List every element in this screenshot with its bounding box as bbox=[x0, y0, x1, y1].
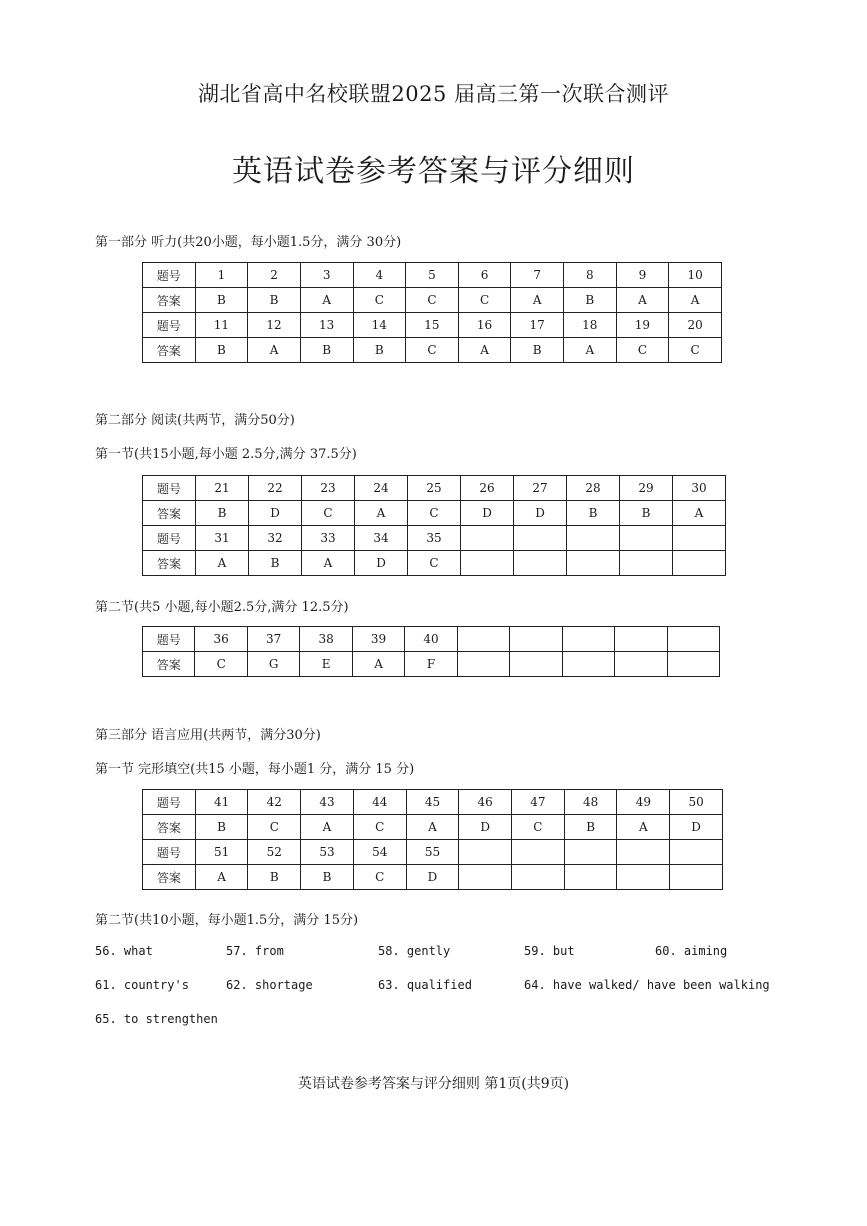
table-cell bbox=[615, 652, 667, 677]
row-header-cell: 题号 bbox=[143, 840, 196, 865]
table-cell: B bbox=[301, 865, 354, 890]
table-cell: D bbox=[406, 865, 459, 890]
table-cell: A bbox=[616, 288, 669, 313]
table-cell: 5 bbox=[406, 263, 459, 288]
part2-sec2-heading: 第二节(共5 小题,每小题2.5分,满分 12.5分) bbox=[95, 600, 349, 615]
table-cell bbox=[670, 865, 723, 890]
table-cell: C bbox=[353, 865, 406, 890]
table-cell: 25 bbox=[408, 476, 461, 501]
table-cell: C bbox=[195, 652, 247, 677]
table-cell: 48 bbox=[564, 790, 617, 815]
table-cell: 4 bbox=[353, 263, 406, 288]
table-cell: 24 bbox=[355, 476, 408, 501]
table-cell: 50 bbox=[670, 790, 723, 815]
table-row bbox=[143, 790, 723, 815]
table-cell bbox=[670, 840, 723, 865]
table-cell: 39 bbox=[352, 627, 404, 652]
table-cell: 12 bbox=[248, 313, 301, 338]
table-cell: 14 bbox=[353, 313, 406, 338]
table-cell bbox=[510, 652, 562, 677]
table-cell: B bbox=[195, 288, 248, 313]
table-cell: 47 bbox=[512, 790, 565, 815]
table-cell: 22 bbox=[249, 476, 302, 501]
table-cell: A bbox=[458, 338, 511, 363]
table-cell bbox=[617, 840, 670, 865]
table-row bbox=[143, 338, 722, 363]
table-cell: 55 bbox=[406, 840, 459, 865]
table-row bbox=[143, 288, 722, 313]
table-cell: 35 bbox=[408, 526, 461, 551]
table-cell: 33 bbox=[302, 526, 355, 551]
table-cell: 19 bbox=[616, 313, 669, 338]
table-cell: 9 bbox=[616, 263, 669, 288]
table-cell: 54 bbox=[353, 840, 406, 865]
page-footer: 英语试卷参考答案与评分细则 第1页(共9页) bbox=[297, 1076, 570, 1092]
table-cell bbox=[615, 627, 667, 652]
answer-56: 56. what bbox=[95, 944, 153, 958]
table-cell: 49 bbox=[617, 790, 670, 815]
table-cell: B bbox=[564, 288, 617, 313]
table-cell: 10 bbox=[669, 263, 722, 288]
table-cell: A bbox=[195, 865, 248, 890]
table-cell: 17 bbox=[511, 313, 564, 338]
table-cell bbox=[564, 840, 617, 865]
table-cell bbox=[459, 865, 512, 890]
part1-heading: 第一部分 听力(共20小题，每小题1.5分，满分 30分) bbox=[95, 235, 402, 250]
part2-sec1-heading: 第一节(共15小题,每小题 2.5分,满分 37.5分) bbox=[95, 447, 357, 462]
table-cell: 21 bbox=[196, 476, 249, 501]
table-cell: 41 bbox=[195, 790, 248, 815]
table-cell: A bbox=[352, 652, 404, 677]
table-cell: 18 bbox=[564, 313, 617, 338]
part3-heading: 第三部分 语言应用(共两节，满分30分) bbox=[95, 728, 321, 743]
table-cell: 36 bbox=[195, 627, 247, 652]
table-cell: 6 bbox=[458, 263, 511, 288]
table-cell: A bbox=[564, 338, 617, 363]
table-cell bbox=[457, 627, 509, 652]
table-cell: 31 bbox=[196, 526, 249, 551]
table-row bbox=[143, 652, 720, 677]
table-cell bbox=[512, 840, 565, 865]
table-cell: 38 bbox=[300, 627, 352, 652]
table-cell: 16 bbox=[458, 313, 511, 338]
answer-60: 60. aiming bbox=[655, 944, 728, 958]
table-cell: E bbox=[300, 652, 352, 677]
document-title: 英语试卷参考答案与评分细则 bbox=[232, 154, 635, 189]
table-cell bbox=[562, 652, 614, 677]
table-cell: 1 bbox=[195, 263, 248, 288]
row-header-cell: 题号 bbox=[143, 476, 196, 501]
row-header-cell: 题号 bbox=[143, 627, 195, 652]
table-cell: 11 bbox=[195, 313, 248, 338]
table-cell: B bbox=[567, 501, 620, 526]
table-cell: 45 bbox=[406, 790, 459, 815]
table-cell: 28 bbox=[567, 476, 620, 501]
table-cell bbox=[673, 526, 726, 551]
table-cell: B bbox=[248, 865, 301, 890]
table-row bbox=[143, 840, 723, 865]
table-cell: C bbox=[302, 501, 355, 526]
row-header-cell: 题号 bbox=[143, 526, 196, 551]
table-cell bbox=[461, 526, 514, 551]
table-cell: 32 bbox=[249, 526, 302, 551]
answer-63: 63. qualified bbox=[378, 978, 472, 992]
fill-in-answers bbox=[95, 944, 795, 1034]
table-cell: C bbox=[458, 288, 511, 313]
table-cell: 43 bbox=[301, 790, 354, 815]
table-cell: A bbox=[406, 815, 459, 840]
table-cell: D bbox=[355, 551, 408, 576]
table-cell: B bbox=[195, 338, 248, 363]
table-cell: C bbox=[512, 815, 565, 840]
table-cell bbox=[562, 627, 614, 652]
table-cell: A bbox=[301, 815, 354, 840]
table-row bbox=[143, 501, 726, 526]
answer-62: 62. shortage bbox=[226, 978, 313, 992]
part3-sec2-heading: 第二节(共10小题，每小题1.5分，满分 15分) bbox=[95, 913, 359, 928]
table-cell: A bbox=[196, 551, 249, 576]
table-cell: 15 bbox=[406, 313, 459, 338]
table-cell: 8 bbox=[564, 263, 617, 288]
table-cell: B bbox=[195, 815, 248, 840]
table-cell: 34 bbox=[355, 526, 408, 551]
answer-58: 58. gently bbox=[378, 944, 451, 958]
table-cell: A bbox=[355, 501, 408, 526]
answer-61: 61. country's bbox=[95, 978, 189, 992]
table-cell: D bbox=[461, 501, 514, 526]
part3-sec1-answer-table bbox=[142, 789, 723, 890]
part2-sec2-answer-table bbox=[142, 626, 720, 677]
table-cell bbox=[620, 551, 673, 576]
table-cell: 2 bbox=[248, 263, 301, 288]
table-row bbox=[143, 865, 723, 890]
table-cell: A bbox=[302, 551, 355, 576]
table-cell bbox=[617, 865, 670, 890]
table-cell: 51 bbox=[195, 840, 248, 865]
row-header-cell: 答案 bbox=[143, 652, 195, 677]
table-cell bbox=[459, 840, 512, 865]
row-header-cell: 答案 bbox=[143, 288, 196, 313]
table-cell: C bbox=[616, 338, 669, 363]
table-cell: F bbox=[405, 652, 457, 677]
table-cell: C bbox=[408, 551, 461, 576]
table-cell: A bbox=[617, 815, 670, 840]
table-cell bbox=[667, 652, 719, 677]
answer-57: 57. from bbox=[226, 944, 284, 958]
table-cell bbox=[512, 865, 565, 890]
table-cell: D bbox=[249, 501, 302, 526]
table-cell bbox=[564, 865, 617, 890]
table-cell: 53 bbox=[301, 840, 354, 865]
table-cell: B bbox=[353, 338, 406, 363]
table-cell: B bbox=[248, 288, 301, 313]
row-header-cell: 答案 bbox=[143, 551, 196, 576]
part3-sec1-heading: 第一节 完形填空(共15 小题，每小题1 分，满分 15 分) bbox=[95, 762, 415, 777]
table-cell: 46 bbox=[459, 790, 512, 815]
table-cell: B bbox=[564, 815, 617, 840]
table-cell: A bbox=[511, 288, 564, 313]
part1-answer-table bbox=[142, 262, 722, 363]
table-cell: A bbox=[248, 338, 301, 363]
row-header-cell: 题号 bbox=[143, 313, 196, 338]
table-cell: 13 bbox=[300, 313, 353, 338]
table-cell: C bbox=[248, 815, 301, 840]
table-cell: D bbox=[459, 815, 512, 840]
table-cell bbox=[567, 526, 620, 551]
table-cell bbox=[514, 526, 567, 551]
table-cell: 20 bbox=[669, 313, 722, 338]
table-cell bbox=[567, 551, 620, 576]
table-cell: 3 bbox=[300, 263, 353, 288]
table-cell: 40 bbox=[405, 627, 457, 652]
table-cell: B bbox=[196, 501, 249, 526]
answer-64: 64. have walked/ have been walking bbox=[524, 978, 770, 992]
table-cell: B bbox=[300, 338, 353, 363]
table-cell: B bbox=[511, 338, 564, 363]
table-cell: 37 bbox=[247, 627, 299, 652]
table-cell: 29 bbox=[620, 476, 673, 501]
table-row bbox=[143, 526, 726, 551]
table-cell bbox=[620, 526, 673, 551]
part2-sec1-answer-table bbox=[142, 475, 726, 576]
table-cell: C bbox=[406, 288, 459, 313]
table-cell: C bbox=[353, 288, 406, 313]
table-cell bbox=[667, 627, 719, 652]
table-cell: C bbox=[669, 338, 722, 363]
table-cell: 7 bbox=[511, 263, 564, 288]
table-cell: 42 bbox=[248, 790, 301, 815]
row-header-cell: 题号 bbox=[143, 263, 196, 288]
table-cell bbox=[461, 551, 514, 576]
table-cell bbox=[510, 627, 562, 652]
table-cell bbox=[673, 551, 726, 576]
table-cell: D bbox=[670, 815, 723, 840]
row-header-cell: 题号 bbox=[143, 790, 196, 815]
table-cell: G bbox=[247, 652, 299, 677]
answer-65: 65. to strengthen bbox=[95, 1012, 218, 1026]
table-cell bbox=[457, 652, 509, 677]
table-cell: 27 bbox=[514, 476, 567, 501]
table-cell: 26 bbox=[461, 476, 514, 501]
table-cell: 23 bbox=[302, 476, 355, 501]
part2-heading: 第二部分 阅读(共两节，满分50分) bbox=[95, 413, 295, 428]
table-cell: 30 bbox=[673, 476, 726, 501]
row-header-cell: 答案 bbox=[143, 865, 196, 890]
table-row bbox=[143, 551, 726, 576]
table-cell: C bbox=[406, 338, 459, 363]
answer-59: 59. but bbox=[524, 944, 575, 958]
row-header-cell: 答案 bbox=[143, 338, 196, 363]
table-row bbox=[143, 815, 723, 840]
table-cell: A bbox=[673, 501, 726, 526]
table-cell: C bbox=[408, 501, 461, 526]
table-cell: A bbox=[669, 288, 722, 313]
table-cell: A bbox=[300, 288, 353, 313]
table-cell: D bbox=[514, 501, 567, 526]
row-header-cell: 答案 bbox=[143, 815, 196, 840]
table-cell bbox=[514, 551, 567, 576]
table-cell: 44 bbox=[353, 790, 406, 815]
table-cell: B bbox=[620, 501, 673, 526]
document-header: 湖北省高中名校联盟2025 届高三第一次联合测评 bbox=[197, 82, 670, 106]
table-cell: C bbox=[353, 815, 406, 840]
table-cell: B bbox=[249, 551, 302, 576]
table-row bbox=[143, 627, 720, 652]
table-row bbox=[143, 476, 726, 501]
table-row bbox=[143, 313, 722, 338]
row-header-cell: 答案 bbox=[143, 501, 196, 526]
table-row bbox=[143, 263, 722, 288]
table-cell: 52 bbox=[248, 840, 301, 865]
